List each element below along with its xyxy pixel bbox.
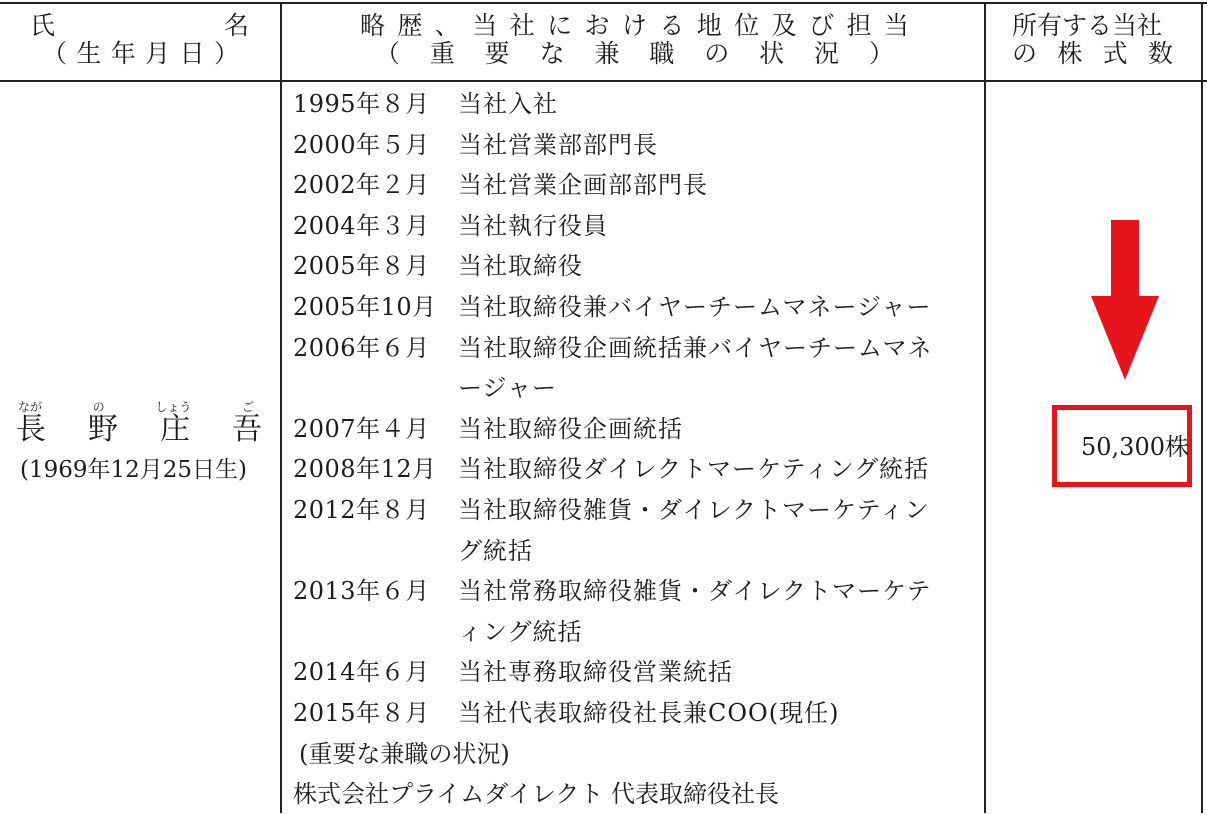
concurrent-position-text: 株式会社プライムダイレクト 代表取締役社長 <box>293 780 779 809</box>
header-career-char: る <box>659 11 686 40</box>
header-shares-column <box>1012 12 1174 68</box>
career-date: 2005年８月 <box>293 252 430 281</box>
career-description: 当社取締役雑貨・ダイレクトマーケティン <box>458 495 930 524</box>
header-bottom-border <box>0 80 1207 82</box>
career-entry <box>293 571 983 612</box>
career-description: 当社取締役企画統括兼バイヤーチームマネ <box>458 333 933 362</box>
header-career-char: の <box>704 39 731 68</box>
career-entry <box>293 206 983 247</box>
header-name-char: 名 <box>223 11 250 40</box>
header-shares-char: の <box>1012 39 1039 68</box>
header-shares-line2 <box>1012 40 1174 68</box>
ruby-text: ご <box>241 400 254 414</box>
header-shares-line1: 所有する当社 <box>1012 11 1163 40</box>
table-top-border <box>0 2 1207 4</box>
header-name-char: 月 <box>145 39 172 68</box>
name-char: 吾 <box>232 412 262 447</box>
career-entry-continuation <box>293 368 983 409</box>
career-description: 当社代表取締役社長兼COO(現任) <box>458 698 840 727</box>
career-description: 当社入社 <box>458 90 558 118</box>
career-date: 2000年５月 <box>293 130 430 159</box>
ruby-text: の <box>92 400 105 414</box>
career-entry <box>293 449 983 490</box>
header-career-char: 兼 <box>594 39 621 68</box>
header-career-char: 重 <box>429 39 456 68</box>
name-char: 野 <box>88 412 118 447</box>
career-date: 2005年10月 <box>293 292 437 321</box>
header-career-line2 <box>360 40 910 68</box>
shares-count: 50,300株 <box>1081 433 1189 461</box>
header-career-char: 職 <box>649 39 676 68</box>
header-name-char: 氏 <box>30 11 57 40</box>
career-entry <box>293 165 983 206</box>
header-name-char: 日 <box>179 39 206 68</box>
down-arrow-icon <box>1089 220 1161 382</box>
header-career-char: 、 <box>434 11 461 40</box>
career-description: ージャー <box>458 374 558 403</box>
header-career-char: 要 <box>484 39 511 68</box>
header-career-char: び <box>809 11 836 40</box>
career-entry-continuation <box>293 531 983 572</box>
career-description: 当社取締役ダイレクトマーケティング統括 <box>458 455 930 484</box>
name-char: 長 <box>16 412 46 447</box>
header-career-char: お <box>584 11 611 40</box>
career-entry <box>293 328 983 369</box>
header-name-line1 <box>30 12 250 40</box>
header-shares-char: 株 <box>1057 39 1084 68</box>
career-date: 2006年６月 <box>293 333 430 362</box>
career-entry <box>293 693 983 734</box>
career-entry <box>293 246 983 287</box>
ruby-text: なが <box>18 400 43 414</box>
birth-date: (1969年12月25日生) <box>20 457 248 483</box>
career-description: 当社取締役 <box>458 252 583 281</box>
header-career-char: 社 <box>509 11 536 40</box>
ruby-text: しょう <box>155 400 192 414</box>
table-right-border <box>1201 2 1203 813</box>
career-date: 2014年６月 <box>293 658 430 687</box>
header-career-char: け <box>621 11 648 40</box>
career-history <box>293 84 983 815</box>
header-career-char: 歴 <box>397 11 424 40</box>
header-name-char: 生 <box>76 39 103 68</box>
career-entry <box>293 652 983 693</box>
career-description: 当社専務取締役営業統括 <box>458 658 733 687</box>
career-entry <box>293 125 983 166</box>
career-entry <box>293 84 983 125</box>
name-char: 庄 <box>160 412 190 447</box>
header-career-char: 状 <box>759 39 786 68</box>
career-date: 2007年４月 <box>293 414 430 443</box>
header-career-char: に <box>547 11 574 40</box>
career-description: 当社営業企画部部門長 <box>458 171 708 200</box>
header-career-char: 略 <box>360 11 387 40</box>
career-date: 2008年12月 <box>293 455 437 484</box>
header-career-column <box>360 12 910 68</box>
career-date: 2002年２月 <box>293 171 430 200</box>
header-name-line2 <box>30 40 250 68</box>
header-career-char: 当 <box>472 11 499 40</box>
name-ruby <box>14 400 264 414</box>
column-divider-2 <box>984 2 986 813</box>
career-description: 当社取締役兼バイヤーチームマネージャー <box>458 292 932 321</box>
career-date: 2004年３月 <box>293 211 430 240</box>
header-name-char: ） <box>213 39 240 68</box>
header-career-char: 及 <box>771 11 798 40</box>
career-entry <box>293 490 983 531</box>
header-career-char: （ <box>375 39 402 68</box>
header-career-char: な <box>539 39 566 68</box>
career-date: 1995年８月 <box>293 90 430 118</box>
header-career-char: 況 <box>814 39 841 68</box>
career-description: 当社常務取締役雑貨・ダイレクトマーケテ <box>458 577 932 606</box>
person-name <box>14 414 264 446</box>
concurrent-position-heading: (重要な兼職の状況) <box>299 739 510 768</box>
header-career-char: 担 <box>846 11 873 40</box>
career-description: 当社取締役企画統括 <box>458 414 683 443</box>
person-name-cell <box>14 400 264 486</box>
header-shares-char: 数 <box>1147 39 1174 68</box>
career-description: 当社執行役員 <box>458 211 608 240</box>
career-date: 2012年８月 <box>293 495 430 524</box>
column-divider-1 <box>280 2 282 813</box>
header-name-char: （ <box>42 39 69 68</box>
career-date: 2015年８月 <box>293 698 430 727</box>
header-career-char: 位 <box>734 11 761 40</box>
header-career-char: ） <box>868 39 895 68</box>
career-description: グ統括 <box>458 536 533 565</box>
header-career-char: 地 <box>696 11 723 40</box>
career-description: 当社営業部部門長 <box>458 130 658 159</box>
career-entry-continuation <box>293 612 983 653</box>
career-date: 2013年６月 <box>293 577 430 606</box>
header-career-line1 <box>360 12 910 40</box>
header-shares-char: 式 <box>1102 39 1129 68</box>
header-career-char: 当 <box>883 11 910 40</box>
career-description: ィング統括 <box>458 617 583 646</box>
header-name-char: 年 <box>110 39 137 68</box>
career-entry <box>293 409 983 450</box>
header-name-column <box>30 12 250 68</box>
career-entry <box>293 287 983 328</box>
